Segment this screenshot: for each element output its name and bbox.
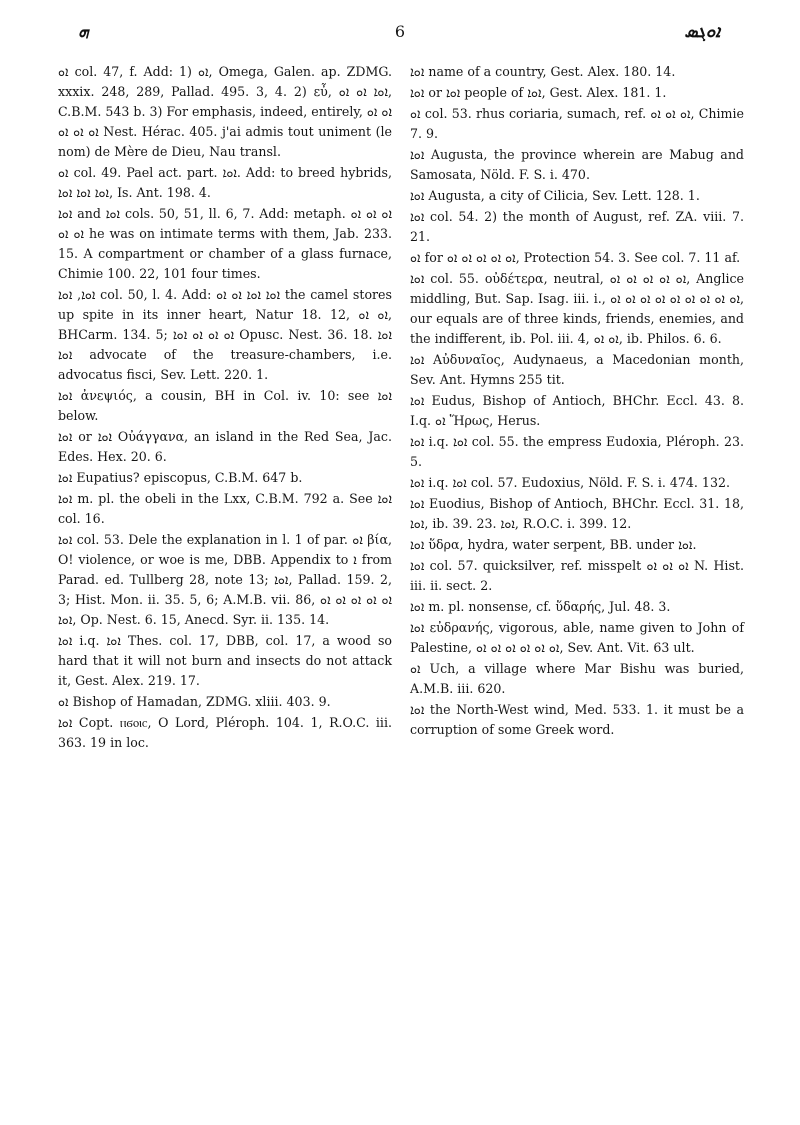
header-right-headword: ܐܘܓܣ	[684, 22, 720, 42]
entry: ܐܘܐ col. 54. 2) the month of August, ref. ZA. viii. 7. 21.	[410, 209, 744, 244]
entry: ܐܘܐ, ܐܘܐ col. 50, l. 4. Add: ܐܘܐ ܐܘܐ ܐܘ ܐܘ the camel stores up spite in its inner heart, Natur 18. 12, ܐܘ ܐܘ, BHCarm. 134. 5; ܐܘ ܐܘ ܐܘ ܐܘܐ Opusc. Nest. 36. 18. ܐܘܐ ܐܘܐ advocate of the treasure-chambers, i.e. advocatus fisci, Sev. Lett. 220. 1.	[58, 287, 392, 382]
entry: ܐܘܐ or ܐܘܐ people of ܐܘܐ, Gest. Alex. 181. 1.	[410, 85, 667, 100]
entry: ܐܘܐ Eupatius? episcopus, C.B.M. 647 b.	[58, 470, 303, 485]
entry: ܐܘܐ col. 55. οὐδέτερα, neutral, ܐܘ ܐܘ ܐܘ ܐܘ ܐܘ, Anglice middling, But. Sap. Isag. iii. i., ܐܘ ܐܘ ܐܘ ܐܘ ܐܘ ܐܘ ܐܘ ܐܘ ܐܘ, our equals are of three kinds, friends, enemies, and the indifferent, ib. Pol. iii. 4, ܐܘ ܐܘ, ib. Philos. 6. 6.	[410, 271, 745, 346]
entry: ܐܘܐ the North-West wind, Med. 533. 1. it must be a corruption of some Greek word.	[410, 702, 744, 737]
entry: ܐܘܐ m. pl. nonsense, cf. ὕδαρής, Jul. 48. 3.	[410, 599, 671, 614]
page-header	[70, 18, 730, 58]
two-column-body	[58, 62, 744, 1112]
entry: ܐܘ col. 53. rhus coriaria, sumach, ref. ܐܘ ܐܘ ܐܘ, Chimie 7. 9.	[410, 106, 744, 141]
entry: ܐܘ Uch, a village where Mar Bishu was buried, A.M.B. iii. 620.	[410, 661, 744, 696]
entry: ܐܘܐ col. 53. Dele the explanation in l. 1 of par. ܐܘ βία, O! violence, or woe is me, DBB. Appendix to ܐ from Parad. ed. Tullberg 28, note 13; ܐܘܐ, Pallad. 159. 2, 3; Hist. Mon. ii. 35. 5, 6; A.M.B. vii. 86, ܐܘ ܐܘ ܐܘ ܐܘ ܐܘ ܐܘܐ, Op. Nest. 6. 15, Anecd. Syr. ii. 135. 14.	[58, 532, 393, 627]
entry: ܐܘܐ m. pl. the obeli in the Lxx, C.B.M. 792 a. See ܐܘܐ col. 16.	[58, 491, 392, 526]
entry: ܐܘܐ ἀνεψιός, a cousin, BH in Col. iv. 10: see ܐܘܐ below.	[58, 388, 392, 423]
entry: ܐܘܐ i.q. ܐܘܐ col. 55. the empress Eudoxia, Pléroph. 23. 5.	[410, 434, 744, 469]
entry: ܐܘܐ εὐδρανής, vigorous, able, name given to John of Palestine, ܐܘ ܐܘ ܐܘ ܐܘ ܐܘ ܐܘ, Sev. Ant. Vit. 63 ult.	[410, 620, 744, 655]
entry: ܐܘܐ Αὐδυναῖος, Audynaeus, a Macedonian month, Sev. Ant. Hymns 255 tit.	[410, 352, 744, 387]
entry: ܐܘܐ Copt. ⲡϭⲟⲓⲥ, O Lord, Pléroph. 104. 1, R.O.C. iii. 363. 19 in loc.	[58, 715, 392, 750]
entry: ܐܘ col. 49. Pael act. part. ܐܘܐ. Add: to breed hybrids, ܐܘܐ ܐܘܐ ܐܘܐ, Is. Ant. 198. 4.	[58, 165, 392, 200]
entry: ܐܘܐ Euodius, Bishop of Antioch, BHChr. Eccl. 31. 18, ܐܘܐ, ib. 39. 23. ܐܘܐ, R.O.C. i. 399. 12.	[410, 496, 744, 531]
entry: ܐܘܐ Augusta, a city of Cilicia, Sev. Lett. 128. 1.	[410, 188, 700, 203]
entry: ܐܘܐ and ܐܘܐ cols. 50, 51, ll. 6, 7. Add: metaph. ܐܘ ܐܘ ܐܘ ܐܘ ܐܘ he was on intimate terms with them, Jab. 233. 15. A compartment or chamber of a glass furnace, Chimie 100. 22, 101 four times.	[58, 206, 392, 281]
entry: ܐܘ Bishop of Hamadan, ZDMG. xliii. 403. 9.	[58, 694, 331, 709]
entry: ܐܘܐ ὕδρα, hydra, water serpent, BB. under ܐܘܐ.	[410, 537, 697, 552]
entry: ܐܘܐ col. 57. quicksilver, ref. misspelt ܐܘ ܐܘ ܐܘ N. Hist. iii. ii. sect. 2.	[410, 558, 744, 593]
entry: ܐܘܐ Eudus, Bishop of Antioch, BHChr. Eccl. 43. 8. I.q. ܐܘ Ἥρως, Herus.	[410, 393, 744, 428]
entry: ܐܘܐ i.q. ܐܘܐ Thes. col. 17, DBB, col. 17, a wood so hard that it will not burn and insects do not attack it, Gest. Alex. 219. 17.	[58, 633, 392, 688]
entry: ܐܘ for ܐܘ ܐܘ ܐܘ ܐܘ ܐܘ, Protection 54. 3. See col. 7. 11 af.	[410, 250, 741, 265]
entry: ܐܘܐ i.q. ܐܘܐ col. 57. Eudoxius, Nöld. F. S. i. 474. 132.	[410, 475, 730, 490]
header-left-headword: ܗ	[78, 22, 89, 42]
entry: ܐܘܐ name of a country, Gest. Alex. 180. 14.	[410, 64, 676, 79]
left-column	[58, 62, 392, 1112]
page-number: 6	[394, 22, 406, 41]
entry: ܐܘܐ or ܐܘܐ Οὐάγγανα, an island in the Red Sea, Jac. Edes. Hex. 20. 6.	[58, 429, 392, 464]
entry: ܐܘܐ Augusta, the province wherein are Mabug and Samosata, Nöld. F. S. i. 470.	[410, 147, 744, 182]
entry: ܐܘ col. 47, f. Add: 1) ܐܘ, Omega, Galen. ap. ZDMG. xxxix. 248, 289, Pallad. 495. 3, 4. 2) εὖ, ܐܘܐ ܐܘ ܐܘ, C.B.M. 543 b. 3) For emphasis, indeed, entirely, ܐܘ ܐܘ ܐܘ ܐܘ ܐܘ Nest. Hérac. 405. j'ai admis tout uniment (le nom) de Mère de Dieu, Nau transl.	[58, 64, 392, 159]
right-column	[410, 62, 744, 1112]
